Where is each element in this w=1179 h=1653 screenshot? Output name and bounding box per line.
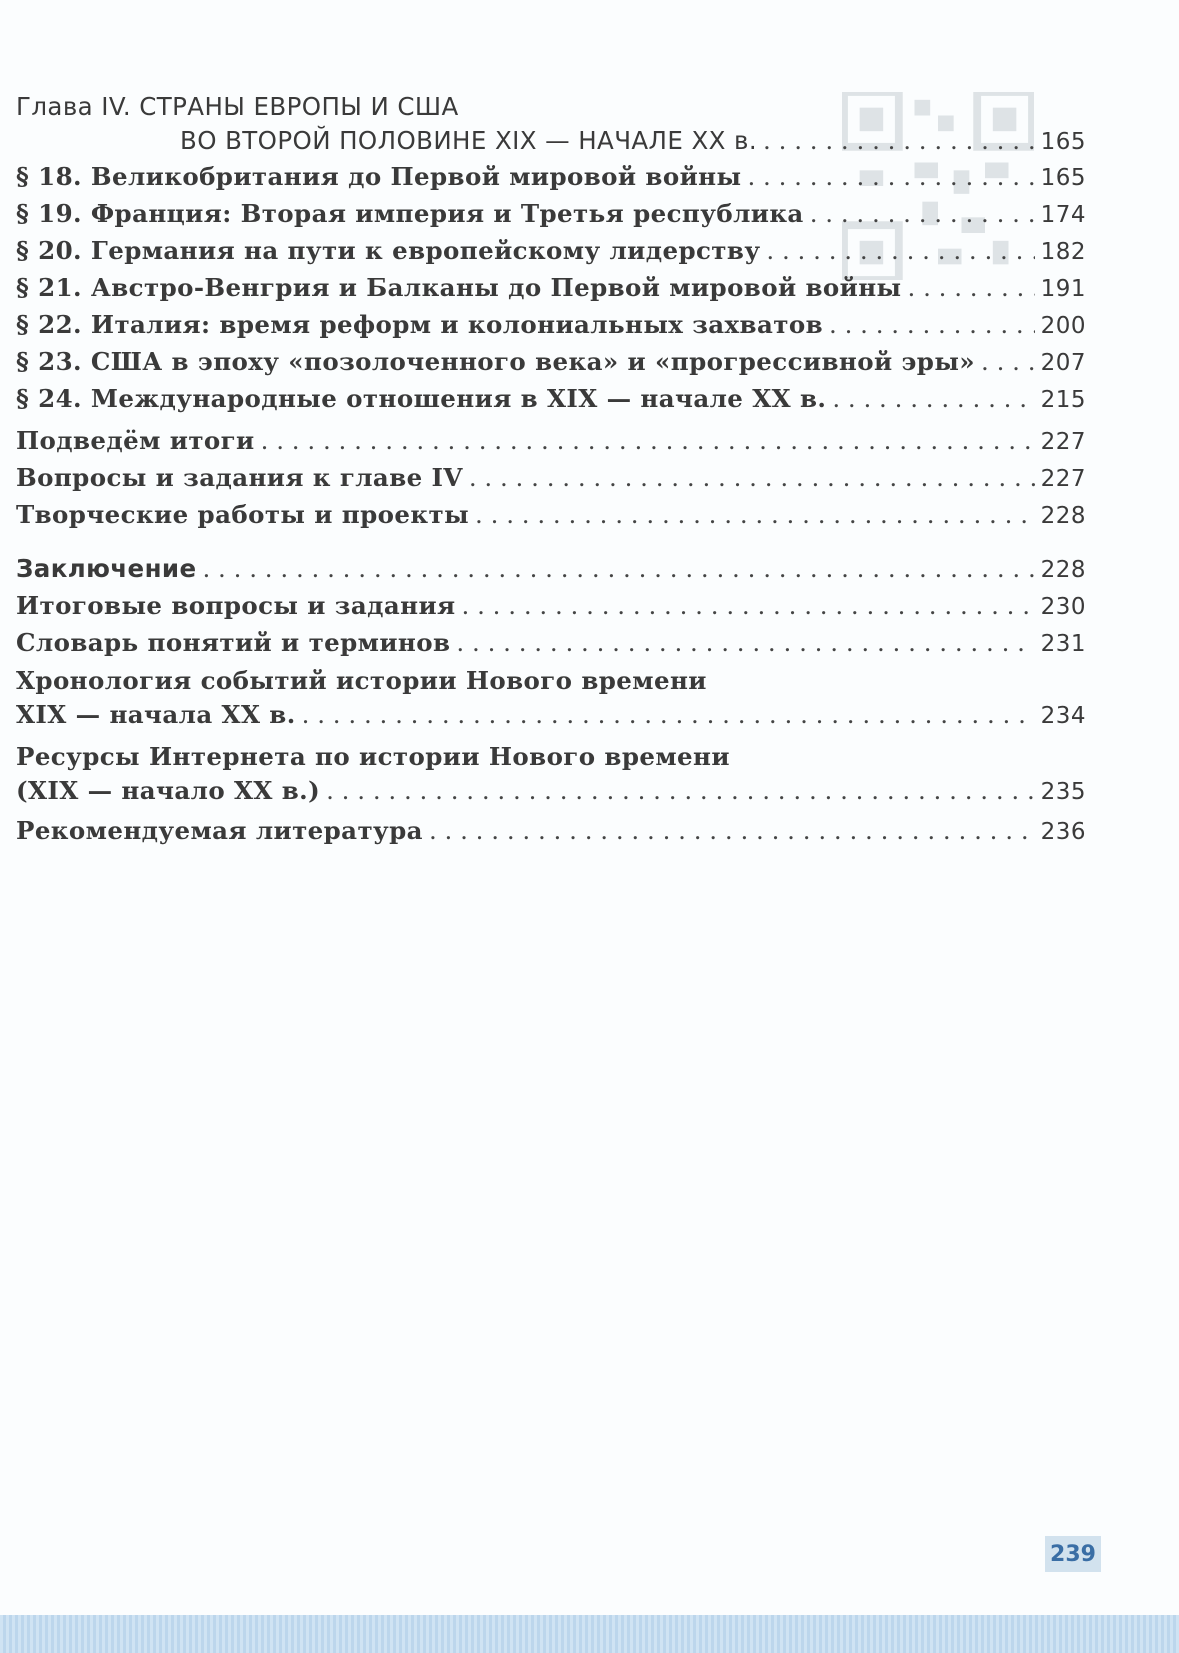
page-number: 239 [1045,1536,1101,1572]
leader-dots [829,308,1035,342]
leader-dots [763,124,1035,158]
leader-dots [202,552,1034,586]
toc-entry-title-line1: Хронология событий истории Нового времени [16,666,707,695]
toc-entry-title: (XIX — начало XX в.) [16,776,321,805]
toc-entry-page: 207 [1040,350,1086,376]
chapter-heading [16,90,1086,124]
leader-dots [475,498,1035,532]
toc-entry-first-line [16,740,1086,774]
toc-entry-title: § 24. Международные отношения в XIX — начале XX в. [16,384,827,413]
toc-entry-first-line [16,664,1086,698]
toc-entry-title-line1: Ресурсы Интернета по истории Нового времени [16,742,730,771]
toc-entry [16,589,1086,623]
toc-entry-page: 182 [1040,239,1086,265]
leader-dots [766,234,1034,268]
toc-entry-title: Заключение [16,554,197,583]
toc-entry-page: 165 [1040,165,1086,191]
toc-entry-title: § 20. Германия на пути к европейскому лидерству [16,236,761,265]
toc-entry-title: Вопросы и задания к главе IV [16,463,463,492]
toc-entry-page: 231 [1040,631,1086,657]
leader-dots [469,461,1035,495]
toc-entry [16,271,1086,305]
toc-entry-page: 228 [1040,557,1086,583]
leader-dots [462,589,1035,623]
toc-entry-page: 236 [1040,819,1086,845]
toc-entry-title: Подведём итоги [16,426,255,455]
toc-entry [16,424,1086,458]
toc-entry-page: 200 [1040,313,1086,339]
toc-entry-title: § 19. Франция: Вторая империя и Третья республика [16,199,804,228]
toc-entry-title: Рекомендуемая литература [16,816,423,845]
toc-entry [16,814,1086,848]
toc-entry-title: § 23. США в эпоху «позолоченного века» и «прогрессивной эры» [16,347,975,376]
toc-entry-title: § 18. Великобритания до Первой мировой войны [16,162,742,191]
toc-entry-title: § 22. Италия: время реформ и колониальных захватов [16,310,823,339]
toc-entry [16,461,1086,495]
chapter-title-line2: ВО ВТОРОЙ ПОЛОВИНЕ XIX — НАЧАЛЕ XX в. [180,126,758,155]
toc-entry [16,552,1086,586]
toc-entry [16,774,1086,808]
leader-dots [832,382,1034,416]
toc-entry [16,382,1086,416]
chapter-title-row [16,124,1086,158]
toc-entry-page: 228 [1040,503,1086,529]
toc-entry [16,234,1086,268]
toc-entry-page: 235 [1040,779,1086,805]
toc-entry-page: 227 [1040,466,1086,492]
leader-dots [326,774,1035,808]
toc-entry-title: XIX — начала XX в. [16,700,296,729]
toc-entry [16,160,1086,194]
chapter-page: 165 [1040,129,1086,155]
leader-dots [981,345,1035,379]
toc-entry-page: 191 [1040,276,1086,302]
toc-entry-title: Итоговые вопросы и задания [16,591,456,620]
toc-entry-title: § 21. Австро-Венгрия и Балканы до Первой мировой войны [16,273,902,302]
leader-dots [810,197,1035,231]
leader-dots [261,424,1035,458]
leader-dots [456,626,1034,660]
toc-entry-title: Словарь понятий и терминов [16,628,451,657]
toc-entry-page: 174 [1040,202,1086,228]
chapter-title-line1: Глава IV. СТРАНЫ ЕВРОПЫ И США [16,92,459,121]
toc-entry-title: Творческие работы и проекты [16,500,470,529]
toc-entry-page: 234 [1040,703,1086,729]
leader-dots [429,814,1035,848]
leader-dots [302,698,1035,732]
toc-entry [16,498,1086,532]
leader-dots [747,160,1034,194]
toc-entry [16,626,1086,660]
toc-entry [16,698,1086,732]
decorative-bottom-strip [0,1615,1179,1653]
toc-entry [16,197,1086,231]
toc-entry [16,345,1086,379]
toc-entry [16,308,1086,342]
toc-entry-page: 230 [1040,594,1086,620]
toc-entry-page: 227 [1040,429,1086,455]
leader-dots [908,271,1035,305]
toc-entry-page: 215 [1040,387,1086,413]
